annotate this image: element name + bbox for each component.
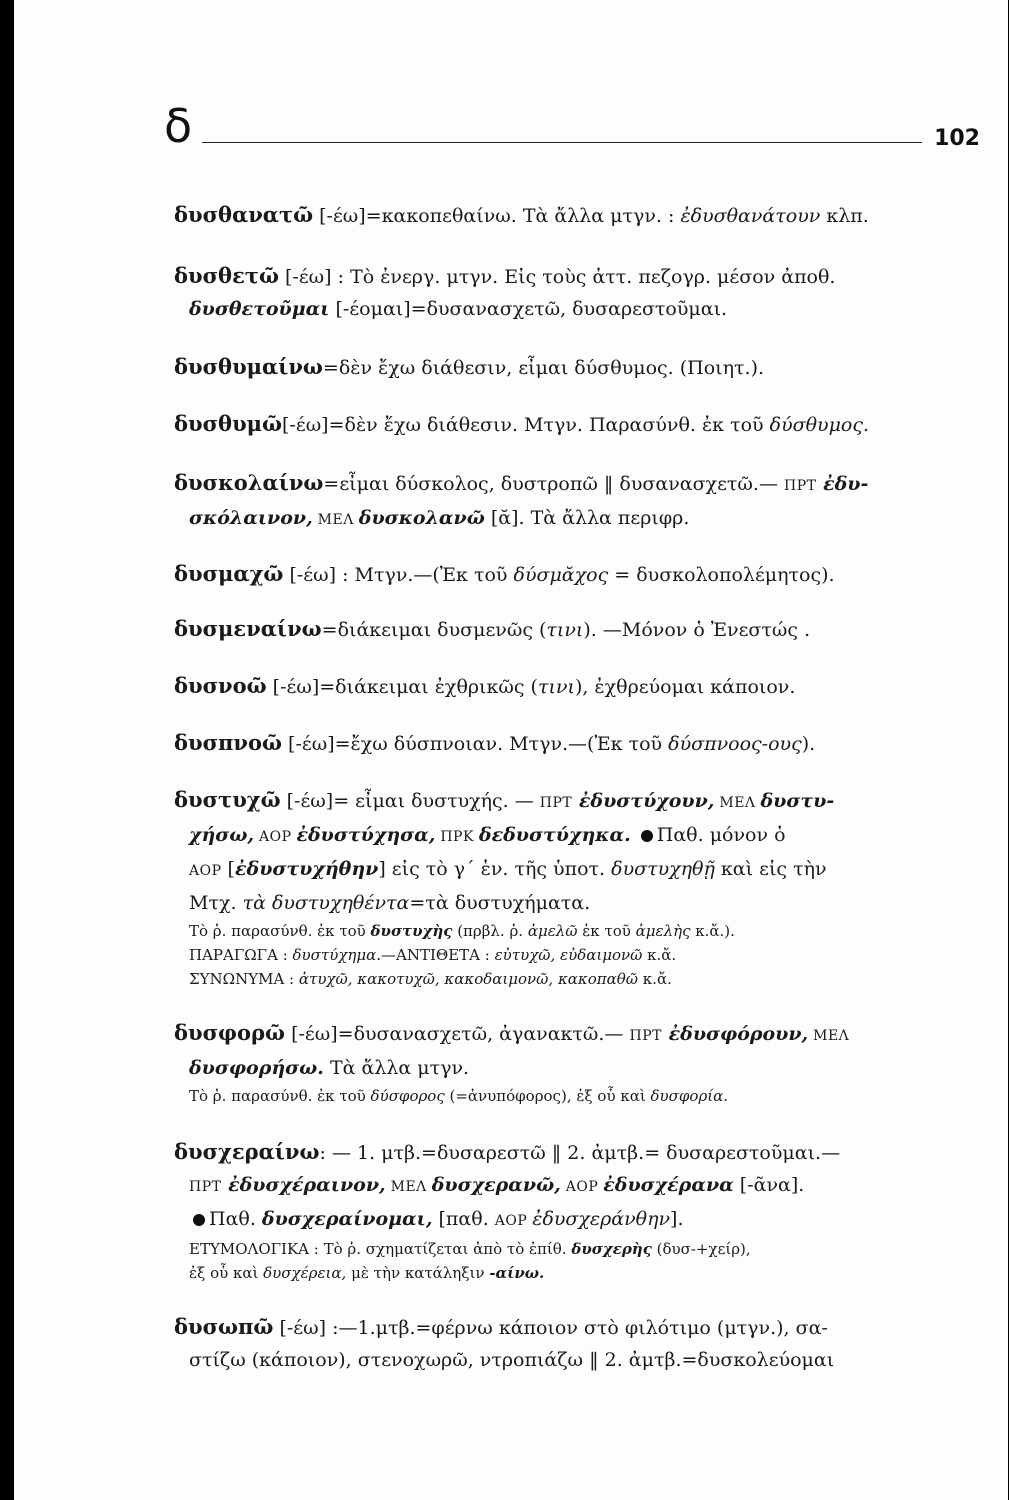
definition-text: ΠΑΡΑΓΩΓΑ : [189, 946, 293, 964]
definition-text: ἐξ οὗ καὶ [189, 1264, 264, 1282]
definition-text: [-έομαι]=δυσανασχετῶ, δυσαρεστοῦμαι. [329, 298, 728, 320]
entry-line [174, 199, 979, 232]
entry-line [174, 1052, 979, 1084]
entry-note [174, 1261, 979, 1285]
dictionary-entry [174, 670, 979, 703]
bold-form: ἐδυστύχησα, [296, 824, 436, 846]
definition-text: [-έω]=δυσανασχετῶ, ἀγανακτῶ.— [285, 1023, 630, 1045]
bold-form: ἐδυσχέρανα [603, 1174, 734, 1196]
bold-form: δυστυ- [760, 790, 835, 812]
definition-text: =εἶμαι δύσκολος, δυστροπῶ ‖ δυσανασχετῶ.— [323, 473, 784, 495]
entry-line [174, 502, 979, 536]
entry-line [174, 1344, 979, 1376]
italic-form: δυστυχηθῇ [611, 858, 715, 880]
bold-form: δυσκολανῶ [358, 507, 485, 529]
definition-text: Τὰ ἄλλα μτγν. [323, 1057, 470, 1079]
bold-form: σκόλαινον, [189, 507, 313, 529]
entry-line [174, 1017, 979, 1052]
grammar-tag: ΠΡΤ [189, 1179, 222, 1195]
entries-list [174, 175, 979, 1376]
definition-text: : — 1. μτβ.=δυσαρεστῶ ‖ 2. ἀμτβ.= δυσαρεστοῦμαι.— [319, 1142, 841, 1164]
entry-note [174, 1084, 979, 1108]
italic-form: τὰ δυστυχηθέντα [242, 892, 410, 914]
italic-form: δύσμᾰχος [513, 564, 609, 586]
headword: δυστυχῶ [174, 787, 281, 812]
grammar-tag: ΜΕΛ [714, 795, 761, 811]
definition-text: (πρβλ. ῥ. [452, 922, 528, 940]
headword: δυσφορῶ [174, 1020, 286, 1045]
entry-line [174, 853, 979, 887]
entry-line [174, 613, 979, 646]
definition-text: [-έω]= εἶμαι δυστυχής. — [280, 790, 540, 812]
bold-form: δυσθετοῦμαι [189, 298, 330, 320]
definition-text: κλπ. [820, 205, 869, 227]
bold-form: δεδυστύχηκα. [478, 824, 631, 846]
italic-form: δύσπνοος-ους [668, 733, 802, 755]
entry-line [174, 351, 979, 384]
dictionary-entry [174, 199, 979, 232]
entry-line [174, 1311, 979, 1344]
entry-line [174, 670, 979, 703]
entry-line [174, 408, 979, 441]
page-number: 102 [934, 126, 980, 151]
dictionary-entry [174, 1136, 979, 1285]
definition-text: Παθ. μόνον ὁ [656, 824, 786, 846]
dictionary-entry [174, 351, 979, 384]
definition-text: [-έω]=δὲν ἔχω διάθεσιν. Μτγν. Παρασύνθ. ἐκ τοῦ [282, 414, 770, 436]
definition-text: κ.ἄ. [638, 970, 672, 988]
dictionary-entry [174, 784, 979, 991]
bold-form: ἐδυσφόρουν, [661, 1023, 809, 1045]
bullet-icon [641, 830, 653, 842]
definition-text: ), ἐχθρεύομαι κάποιον. [574, 676, 796, 698]
definition-text: κ.ἄ. [642, 946, 677, 964]
dictionary-entry [174, 558, 979, 591]
bold-form: ἐδυ- [816, 473, 869, 495]
definition-text: (δυσ-+χείρ), [651, 1240, 751, 1258]
definition-text: [-έω] :—1.μτβ.=φέρνω κάποιον στὸ φιλότιμο (μτγν.), σα- [273, 1317, 828, 1339]
dictionary-entry [174, 613, 979, 646]
definition-text: Τὸ ῥ. παρασύνθ. ἐκ τοῦ [189, 1087, 371, 1105]
definition-text: ). [801, 733, 816, 755]
definition-text: =διάκειμαι δυσμενῶς ( [321, 619, 547, 641]
dictionary-entry [174, 1311, 979, 1376]
entry-line [174, 1136, 979, 1169]
bullet-icon [193, 1214, 205, 1226]
entry-line [174, 1203, 979, 1237]
italic-form: δυστύχημα. [292, 946, 382, 964]
definition-text: [-έω] : Τὸ ἐνεργ. μτγν. Εἰς τοὺς ἀττ. πεζογρ. μέσον ἀποθ. [278, 266, 836, 288]
definition-text: = δυσκολοπολέμητος). [608, 564, 835, 586]
italic-form: ἀμελῶ [527, 922, 578, 940]
grammar-tag: ΑΟΡ [254, 829, 297, 845]
entry-line [174, 727, 979, 760]
entry-line [174, 260, 979, 293]
definition-text: Παθ. [209, 1208, 262, 1230]
grammar-tag: ΑΟΡ [494, 1213, 533, 1229]
headword: δυσκολαίνω [174, 470, 324, 495]
headword: δυσθανατῶ [174, 202, 314, 227]
entry-line [174, 887, 979, 919]
italic-form: ἐδυσθανάτουν [680, 205, 821, 227]
entry-note [174, 919, 979, 943]
definition-text: ] εἰς τὸ γ΄ ἑν. τῆς ὑποτ. [378, 858, 612, 880]
definition-text: στίζω (κάποιον), στενοχωρῶ, ντροπιάζω ‖ 2. ἀμτβ.=δυσκολεύομαι [189, 1349, 835, 1371]
definition-text: [ [221, 858, 235, 880]
definition-text: [-έω]=διάκειμαι ἐχθρικῶς ( [266, 676, 538, 698]
definition-text: [παθ. [432, 1208, 495, 1230]
entry-line [174, 819, 979, 853]
definition-text: Μτχ. [189, 892, 243, 914]
dictionary-entry [174, 1017, 979, 1108]
italic-form: τινι [546, 619, 584, 641]
bold-form: δυσχεραίνομαι, [261, 1208, 433, 1230]
bold-form: δυσφορήσω. [189, 1057, 324, 1079]
headword: δυσχεραίνω [174, 1139, 320, 1164]
bold-form: χήσω, [189, 824, 255, 846]
definition-text: —ΑΝΤΙΘΕΤΑ : [381, 946, 495, 964]
definition-text: κ.ἄ.). [690, 922, 735, 940]
dictionary-entry [174, 467, 979, 536]
dictionary-entry [174, 260, 979, 325]
headword: δυσμαχῶ [174, 561, 284, 586]
definition-text: [-έω]=ἔχω δύσπνοιαν. Μτγν.—(Ἐκ τοῦ [282, 733, 669, 755]
italic-form: δύσθυμος. [769, 414, 870, 436]
definition-text: ]. [670, 1208, 684, 1230]
definition-text: [-έω] : Μτγν.—(Ἐκ τοῦ [283, 564, 514, 586]
entry-note [174, 1237, 979, 1261]
italic-form: ἀτυχῶ, κακοτυχῶ, κακοδαιμονῶ, κακοπαθῶ [298, 970, 639, 988]
dictionary-entry [174, 727, 979, 760]
headword: δυσθυμαίνω [174, 354, 323, 379]
entry-line [174, 784, 979, 819]
headword: δυσωπῶ [174, 1314, 274, 1339]
headword: δυσθετῶ [174, 263, 279, 288]
definition-text: (=ἀνυπόφορος), ἐξ οὗ καὶ [444, 1087, 651, 1105]
definition-text: ΣΥΝΩΝΥΜΑ : [189, 970, 299, 988]
definition-text: καὶ εἰς τὴν [714, 858, 827, 880]
definition-text: =δὲν ἔχω διάθεσιν, εἶμαι δύσθυμος. (Ποιητ.). [322, 357, 765, 379]
definition-text: [-έω]=κακοπεθαίνω. Τὰ ἄλλα μτγν. : [313, 205, 681, 227]
definition-text: [-ᾶνα]. [733, 1174, 805, 1196]
bold-form: δυστυχὴς [370, 922, 453, 940]
italic-form: ἐδυσχεράνθην [532, 1208, 671, 1230]
entry-note [174, 967, 979, 991]
headword: δυσπνοῶ [174, 730, 283, 755]
grammar-tag: ΠΡΤ [629, 1028, 662, 1044]
bold-form: δυσχερὴς [571, 1240, 652, 1258]
definition-text: Τὸ ῥ. παρασύνθ. ἐκ τοῦ [189, 922, 371, 940]
entry-line [174, 467, 979, 502]
entry-line [174, 558, 979, 591]
definition-text: ἐκ τοῦ [577, 922, 636, 940]
grammar-tag: ΠΡΤ [539, 795, 573, 811]
dictionary-page [14, 0, 1008, 1500]
dictionary-entry [174, 408, 979, 441]
italic-form: ἀμελὴς [635, 922, 691, 940]
italic-form: δυσφορία. [650, 1087, 729, 1105]
bold-form: ἐδυστυχήθην [234, 858, 379, 880]
definition-text: ΕΤΥΜΟΛΟΓΙΚΑ : Τὸ ῥ. σχηματίζεται ἀπὸ τὸ ἐπίθ. [189, 1240, 572, 1258]
definition-text: [ᾰ]. Τὰ ἄλλα περιφρ. [484, 507, 690, 529]
grammar-tag: ΠΡΤ [784, 478, 817, 494]
headword: δυσμεναίνω [174, 616, 322, 641]
grammar-tag: ΠΡΚ [435, 829, 479, 845]
entry-line [174, 293, 979, 325]
headword: δυσθυμῶ [174, 411, 283, 436]
italic-form: τινι [537, 676, 575, 698]
italic-form: εὐτυχῶ, εὐδαιμονῶ [494, 946, 643, 964]
grammar-tag: ΜΕΛ [808, 1028, 850, 1044]
bold-form: ἐδυστύχουν, [572, 790, 715, 812]
page-header [142, 96, 984, 156]
definition-text: μὲ τὴν κατάληξιν [346, 1264, 490, 1282]
grammar-tag: ΜΕΛ [312, 512, 359, 528]
entry-note [174, 943, 979, 967]
headword: δυσνοῶ [174, 673, 267, 698]
grammar-tag: ΑΟΡ [189, 863, 222, 879]
bold-form: -αίνω. [489, 1264, 545, 1282]
section-letter: δ [164, 99, 193, 153]
grammar-tag: ΑΟΡ [560, 1179, 604, 1195]
header-rule [202, 142, 922, 143]
bold-form: ἐδυσχέραινον, [221, 1174, 386, 1196]
italic-form: δύσφορος [370, 1087, 445, 1105]
entry-line [174, 1169, 979, 1203]
definition-text: ). —Μόνον ὁ Ἐνεστώς . [583, 619, 811, 641]
grammar-tag: ΜΕΛ [385, 1179, 432, 1195]
bold-form: δυσχερανῶ, [431, 1174, 561, 1196]
italic-form: δυσχέρεια, [263, 1264, 347, 1282]
definition-text: =τὰ δυστυχήματα. [409, 892, 591, 914]
